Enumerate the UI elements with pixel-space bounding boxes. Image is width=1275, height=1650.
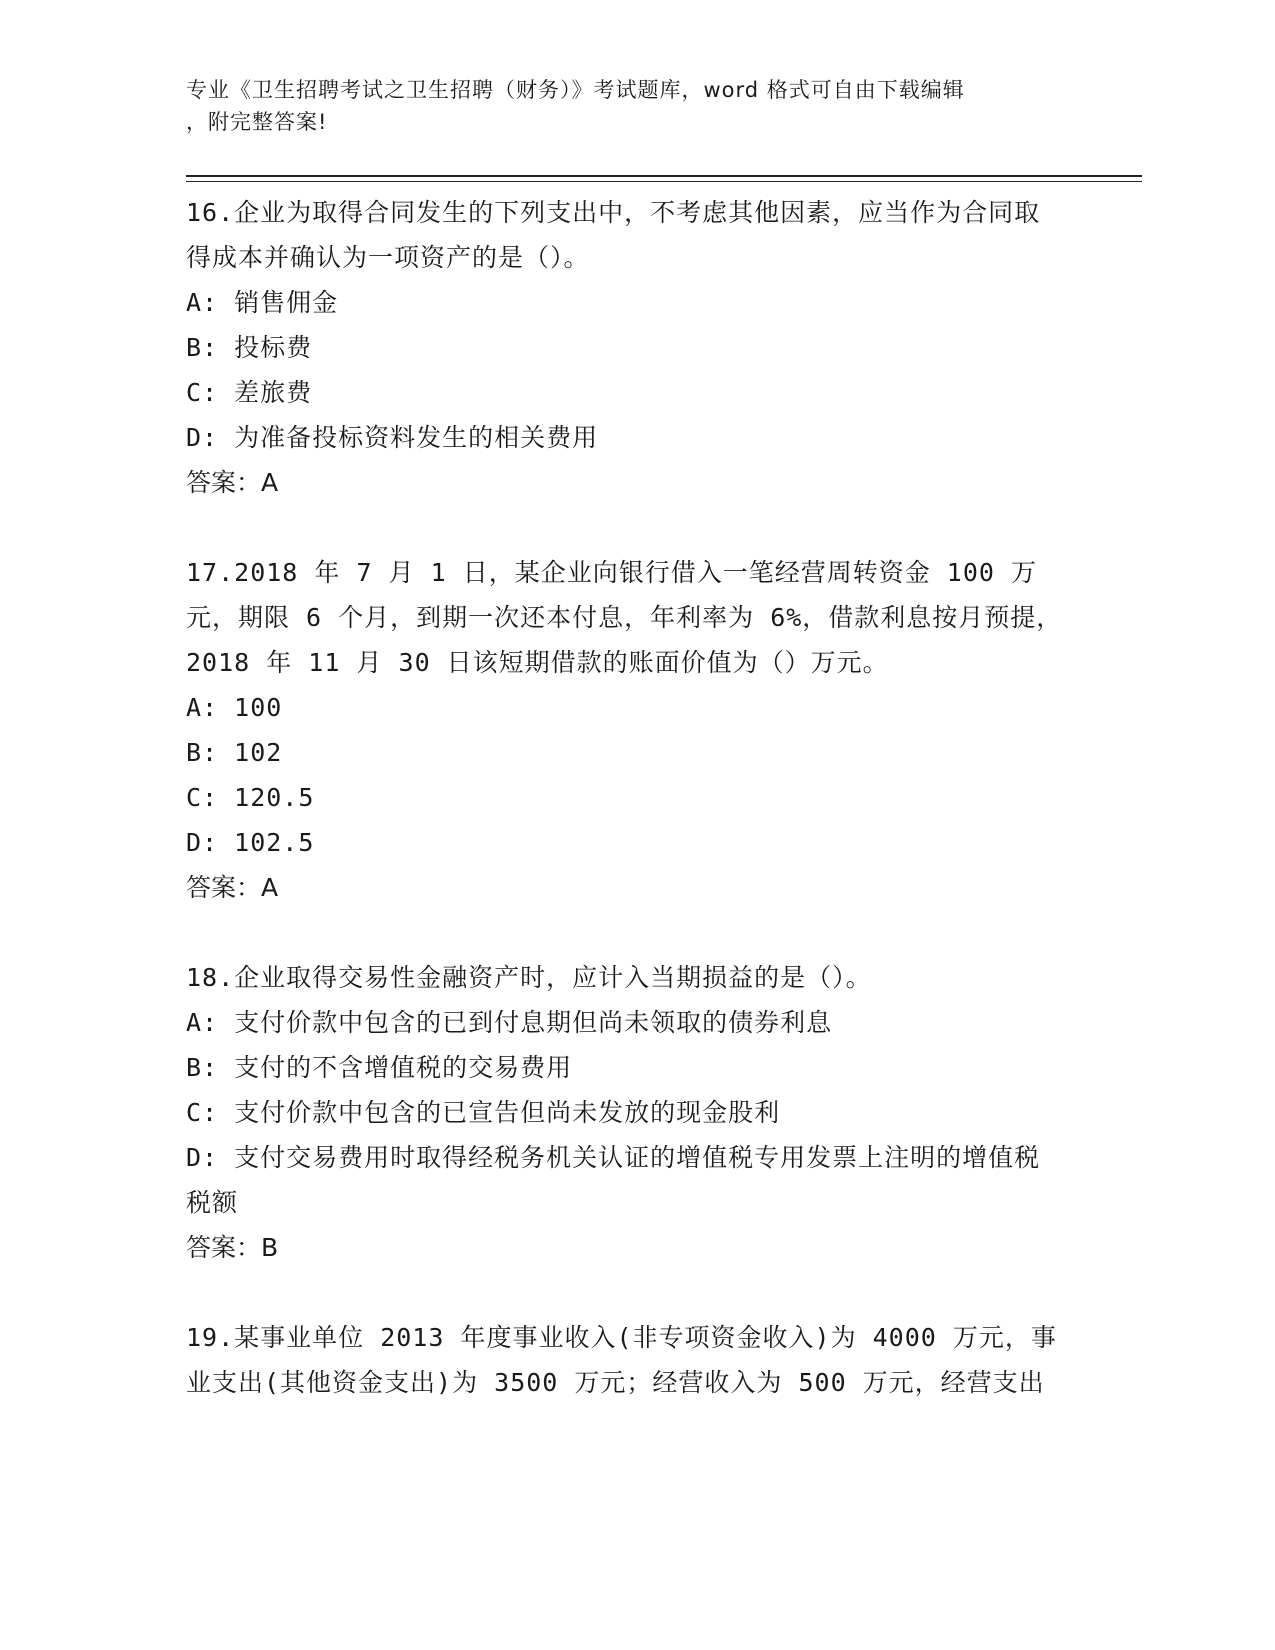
question-text: 17.2018 年 7 月 1 日，某企业向银行借入一笔经营周转资金 100 万元，期限 6 个月，到期一次还本付息，年利率为 6%，借款利息按月预提，2018 年 11 月 30 日该短期借款的账面价值为（）万元。 (186, 558, 1063, 677)
option-a: A: 销售佣金 (186, 288, 339, 317)
option-c: C: 120.5 (186, 783, 315, 812)
option-c: C: 支付价款中包含的已宣告但尚未发放的现金股利 (186, 1098, 781, 1127)
question-text: 18.企业取得交易性金融资产时，应计入当期损益的是（）。 (186, 963, 872, 992)
option-a: A: 100 (186, 693, 283, 722)
header-divider (186, 175, 1142, 177)
header-divider-thin (186, 181, 1142, 182)
option-d: D: 102.5 (186, 828, 315, 857)
option-b: B: 投标费 (186, 333, 313, 362)
header-line-2: ，附完整答案! (186, 110, 328, 134)
question-18 (186, 955, 1066, 1270)
answer: 答案：B (186, 1233, 279, 1262)
question-19 (186, 1315, 1066, 1405)
header-line-1: 专业《卫生招聘考试之卫生招聘（财务）》考试题库，word 格式可自由下载编辑 (186, 78, 965, 102)
answer: 答案：A (186, 873, 279, 902)
question-text: 16.企业为取得合同发生的下列支出中，不考虑其他因素，应当作为合同取得成本并确认为一项资产的是（）。 (186, 198, 1041, 272)
question-16 (186, 190, 1066, 505)
question-text: 19.某事业单位 2013 年度事业收入(非专项资金收入)为 4000 万元，事业支出(其他资金支出)为 3500 万元；经营收入为 500 万元，经营支出 (186, 1323, 1057, 1397)
option-b: B: 支付的不含增值税的交易费用 (186, 1053, 573, 1082)
option-b: B: 102 (186, 738, 283, 767)
option-c: C: 差旅费 (186, 378, 313, 407)
option-a: A: 支付价款中包含的已到付息期但尚未领取的债券利息 (186, 1008, 833, 1037)
question-list (186, 190, 1066, 1450)
document-header (186, 74, 1066, 138)
answer: 答案：A (186, 468, 279, 497)
option-d: D: 为准备投标资料发生的相关费用 (186, 423, 599, 452)
question-17 (186, 550, 1066, 910)
option-d: D: 支付交易费用时取得经税务机关认证的增值税专用发票上注明的增值税税额 (186, 1143, 1041, 1217)
